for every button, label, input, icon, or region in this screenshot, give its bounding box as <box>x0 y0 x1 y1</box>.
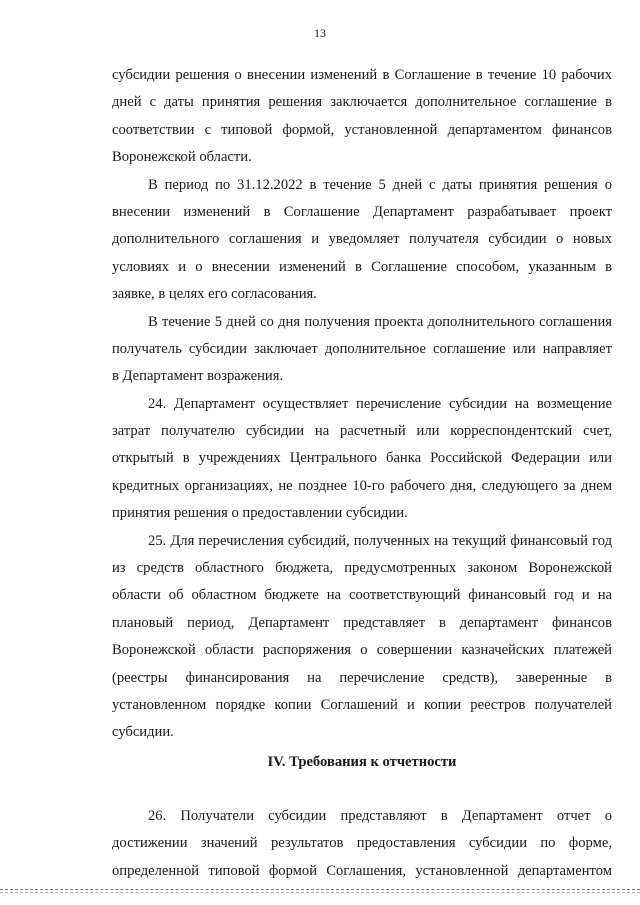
paragraph <box>112 528 612 747</box>
paragraph <box>112 391 612 528</box>
text-line: принятия решения о предоставлении субсидии. <box>112 505 408 522</box>
text-line: определенной типовой формой Соглашения, установленной департаментом <box>112 862 612 879</box>
document-body <box>112 62 612 885</box>
paragraph <box>112 172 612 309</box>
text-line: затрат получателю субсидии на расчетный или корреспондентский счет, <box>112 423 612 440</box>
text-line: 24. Департамент осуществляет перечисление субсидии на возмещение <box>148 395 612 412</box>
text-line: соответствии с типовой формой, установленной департаментом финансов <box>112 121 612 138</box>
text-line: В период по 31.12.2022 в течение 5 дней с даты принятия решения о <box>148 176 612 193</box>
text-line: области об областном бюджете на соответствующий финансовый год и на <box>112 587 612 604</box>
text-line: 25. Для перечисления субсидий, полученных на текущий финансовый год <box>148 532 612 549</box>
text-line: дополнительного соглашения и уведомляет получателя субсидии о новых <box>112 231 612 248</box>
page-number: 13 <box>314 26 326 40</box>
text-line: установленном порядке копии Соглашений и копии реестров получателей <box>112 696 612 713</box>
text-line: плановый период, Департамент представляет в департамент финансов <box>112 614 612 631</box>
paragraph <box>112 62 612 172</box>
scan-edge-divider <box>0 889 640 890</box>
paragraph <box>112 803 612 885</box>
text-line: Воронежской области распоряжения о совершении казначейских платежей <box>112 642 612 659</box>
text-line: открытый в учреждениях Центрального банка Российской Федерации или <box>112 450 612 467</box>
section-heading: IV. Требования к отчетности <box>267 753 457 770</box>
text-line: (реестры финансирования на перечисление средств), заверенные в <box>112 669 612 686</box>
text-line: субсидии решения о внесении изменений в Соглашение в течение 10 рабочих <box>112 67 612 83</box>
text-line: 26. Получатели субсидии представляют в Департамент отчет о <box>148 807 612 824</box>
text-line: заявке, в целях его согласования. <box>112 286 317 303</box>
text-line: достижении значений результатов предоставления субсидии по форме, <box>112 835 612 852</box>
paragraph <box>112 309 612 391</box>
text-line: субсидии. <box>112 724 174 741</box>
text-line: условиях и о внесении изменений в Соглашение способом, указанным в <box>112 258 612 275</box>
scan-edge-divider <box>0 892 640 893</box>
text-line: внесении изменений в Соглашение Департамент разрабатывает проект <box>112 203 612 220</box>
text-line: в Департамент возражения. <box>112 368 284 385</box>
text-line: Воронежской области. <box>112 149 252 166</box>
text-line: кредитных организациях, не позднее 10-го рабочего дня, следующего за днем <box>112 477 612 494</box>
text-line: дней с даты принятия решения заключается дополнительное соглашение в <box>112 94 612 111</box>
text-line: В течение 5 дней со дня получения проекта дополнительного соглашения <box>148 313 612 330</box>
text-line: получатель субсидии заключает дополнительное соглашение или направляет <box>112 340 612 357</box>
text-line: из средств областного бюджета, предусмотренных законом Воронежской <box>112 560 612 577</box>
